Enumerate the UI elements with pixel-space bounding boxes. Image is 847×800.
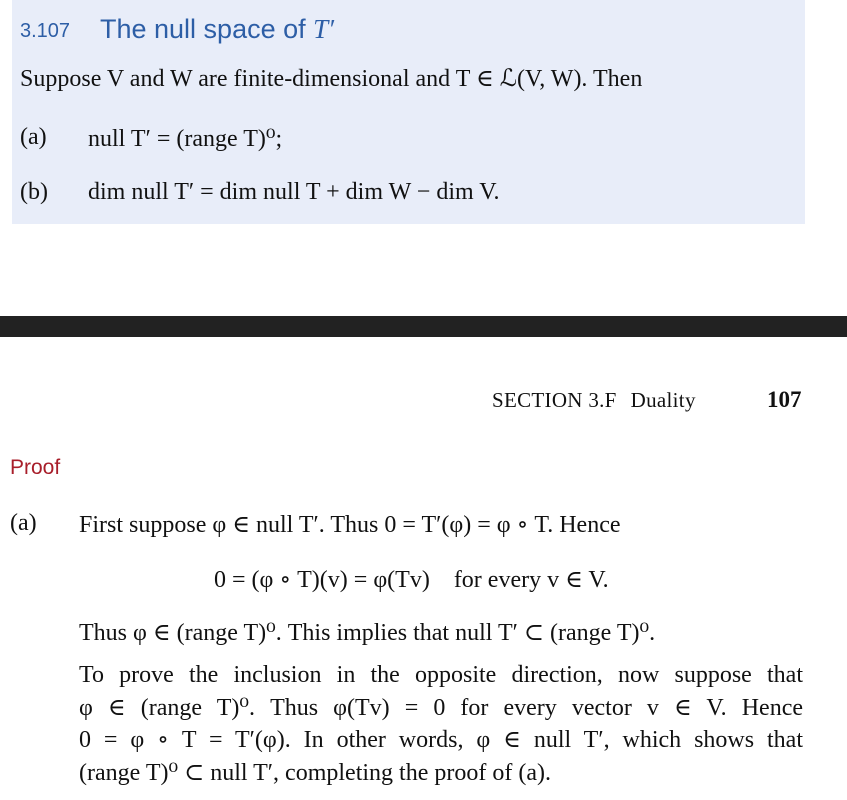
theorem-title [100, 14, 334, 45]
theorem-number: 3.107 [20, 20, 71, 42]
theorem-item-a-label: (a) [20, 124, 47, 150]
theorem-statement: Suppose V and W are finite-dimensional and T ∈ ℒ(V, W). Then [20, 66, 643, 92]
paragraph-line: φ ∈ (range T)⁰. Thus φ(Tv) = 0 for every vector v ∈ V. Hence [79, 694, 803, 721]
running-header-title: Duality [630, 388, 696, 412]
theorem-item-b-text: dim null T′ = dim null T + dim W − dim V. [88, 179, 500, 205]
running-header-section: SECTION 3.F [492, 388, 617, 412]
proof-paragraph-2 [79, 659, 803, 789]
theorem-title-prefix: The null space of [100, 14, 314, 44]
display-equation [214, 565, 609, 594]
page-number: 107 [767, 387, 802, 412]
paragraph-line: (range T)⁰ ⊂ null T′, completing the proof of (a). [79, 759, 551, 786]
paragraph-line: 0 = φ ∘ T = T′(φ). In other words, φ ∈ null T′, which shows that [79, 727, 803, 753]
theorem-title-symbol: T′ [313, 14, 335, 44]
proof-heading: Proof [10, 456, 61, 479]
display-equation-formula: 0 = (φ ∘ T)(v) = φ(Tv) [214, 567, 430, 593]
display-equation-condition: for every v ∈ V. [453, 567, 609, 593]
theorem-item-b-label: (b) [20, 179, 48, 205]
paragraph-line: To prove the inclusion in the opposite direction, now suppose that [79, 662, 803, 688]
page-divider [0, 316, 847, 337]
proof-part-label: (a) [10, 510, 37, 536]
theorem-item-a-text: null T′ = (range T)⁰; [88, 126, 283, 152]
proof-line-1: First suppose φ ∈ null T′. Thus 0 = T′(φ) = φ ∘ T. Hence [79, 512, 621, 538]
proof-line-3: Thus φ ∈ (range T)⁰. This implies that null T′ ⊂ (range T)⁰. [79, 620, 656, 646]
running-header [492, 388, 696, 413]
